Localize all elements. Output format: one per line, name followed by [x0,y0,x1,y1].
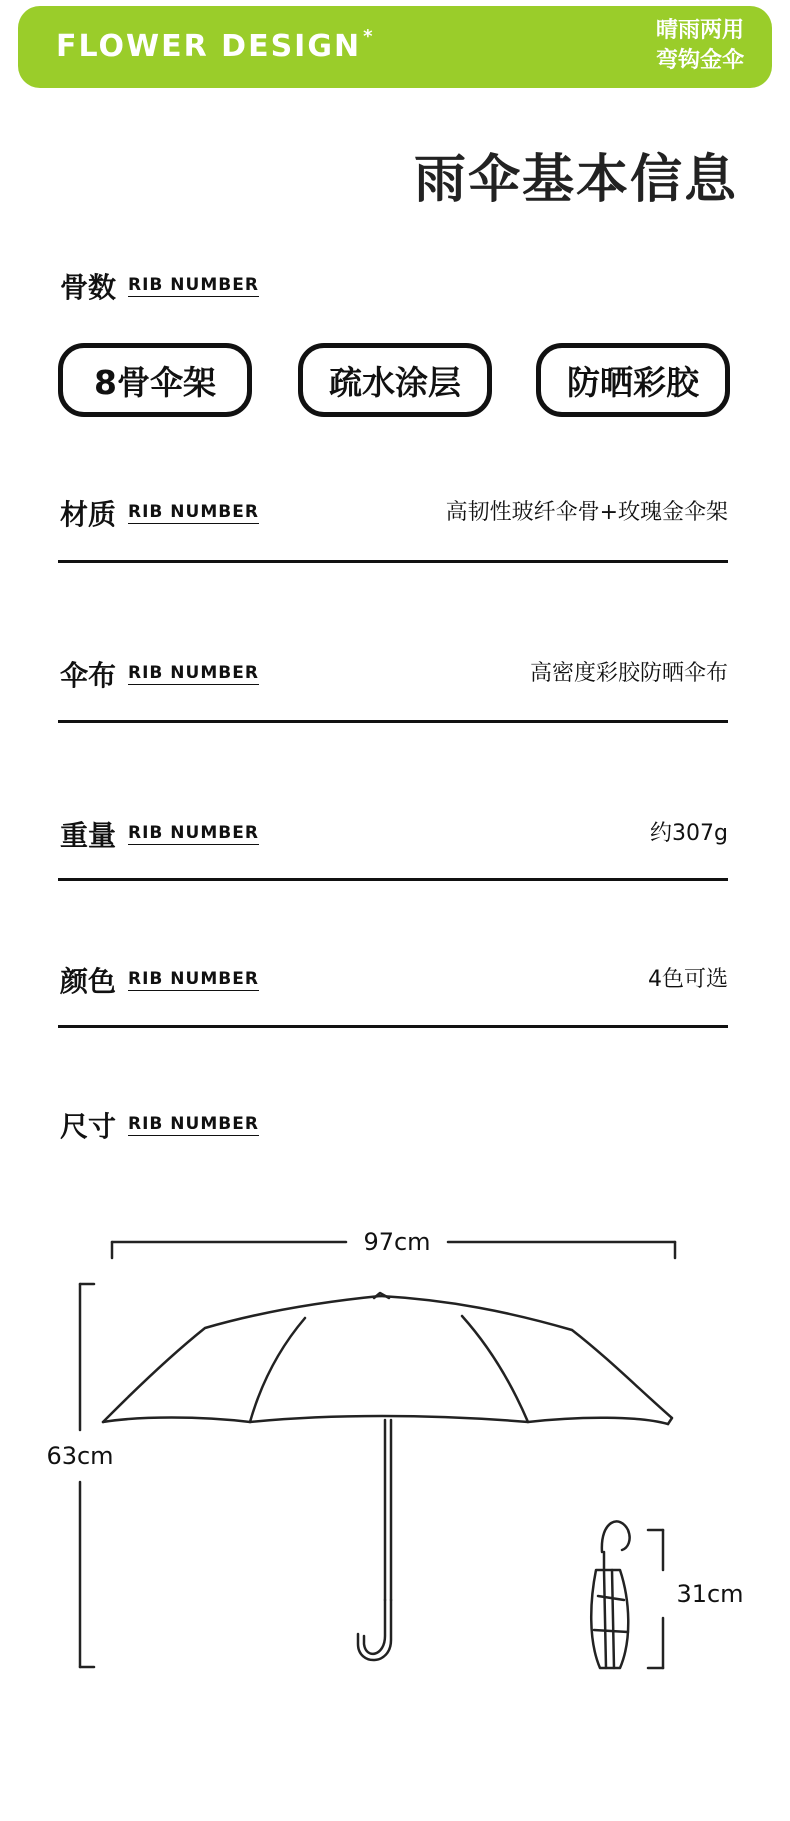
divider [58,720,728,723]
page-title: 雨伞基本信息 [413,150,738,210]
section-title: 材质 [60,498,117,531]
header-banner [18,6,772,88]
brand-logo [56,26,375,68]
umbrella-canopy [103,1296,672,1424]
divider [58,1025,728,1028]
section-title: 伞布 [60,659,117,692]
umbrella-handle [358,1600,391,1660]
feature-pill-ribs: 8骨伞架 [58,343,252,417]
divider [58,878,728,881]
folded-dimension-line [648,1530,663,1668]
tagline-line-2: 弯钩金伞 [655,48,744,73]
feature-pill-hydrophobic: 疏水涂层 [298,343,492,417]
section-subtitle: RIB NUMBER [128,275,259,295]
brand-star: * [363,26,375,47]
section-weight-heading [60,814,259,854]
width-label: 97cm [363,1228,431,1256]
section-size-heading [60,1105,259,1145]
section-title: 骨数 [60,271,117,304]
divider [58,560,728,563]
feature-pill-uv: 防晒彩胶 [536,343,730,417]
section-subtitle: RIB NUMBER [128,823,259,843]
color-value: 4色可选 [648,967,728,992]
section-subtitle: RIB NUMBER [128,502,259,522]
tagline [656,16,744,76]
material-value: 高韧性玻纤伞骨+玫瑰金伞架 [445,500,728,525]
section-ribs-heading [60,266,259,306]
section-subtitle: RIB NUMBER [128,969,259,989]
folded-umbrella [591,1521,629,1668]
fabric-value: 高密度彩胶防晒伞布 [529,661,728,686]
weight-value: 约307g [650,821,728,846]
height-label: 63cm [46,1442,114,1470]
tagline-line-1: 晴雨两用 [655,18,744,43]
section-material-heading [60,493,259,533]
section-title: 颜色 [60,965,117,998]
height-dimension-line [80,1284,94,1667]
section-title: 重量 [60,819,117,852]
section-subtitle: RIB NUMBER [128,663,259,683]
section-fabric-heading [60,654,259,694]
umbrella-size-diagram [0,1200,790,1700]
section-subtitle: RIB NUMBER [128,1114,259,1134]
section-title: 尺寸 [60,1110,117,1143]
section-color-heading [60,960,259,1000]
brand-name: FLOWER DESIGN [56,29,362,64]
folded-length-label: 31cm [676,1580,744,1608]
